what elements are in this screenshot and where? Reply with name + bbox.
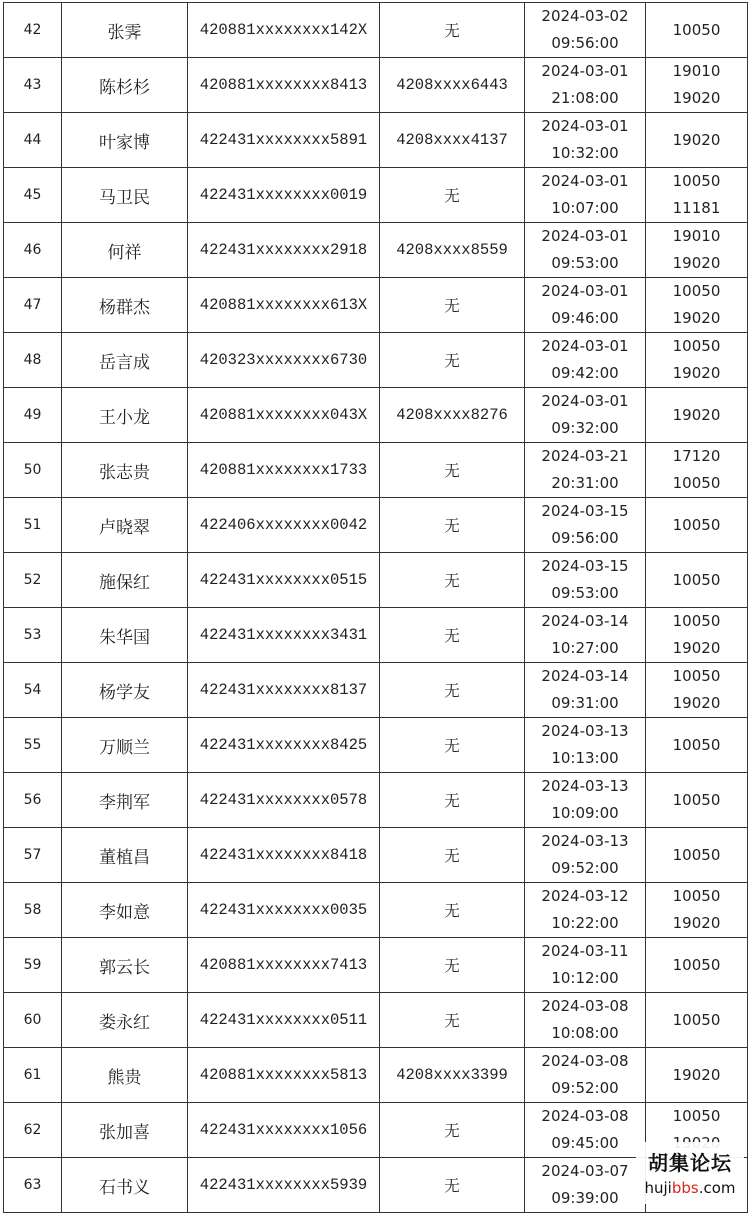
date-text: 2024-03-01 — [541, 172, 629, 190]
code-cell — [646, 333, 748, 388]
code-cell — [646, 828, 748, 883]
phone-cell: 无 — [380, 663, 525, 718]
id-number-cell: 422431xxxxxxxx0035 — [188, 883, 380, 938]
row-number-cell: 57 — [4, 828, 62, 883]
watermark-url-start: huji — [644, 1179, 672, 1197]
phone-cell: 无 — [380, 1103, 525, 1158]
code-text: 19020 — [672, 364, 721, 382]
datetime-cell — [525, 113, 646, 168]
date-text: 2024-03-08 — [541, 1107, 629, 1125]
name-cell: 董植昌 — [62, 828, 188, 883]
datetime-cell — [525, 773, 646, 828]
code-text: 10050 — [672, 570, 721, 589]
name-cell: 施保红 — [62, 553, 188, 608]
table-row — [4, 223, 748, 278]
datetime-cell — [525, 608, 646, 663]
row-number-cell: 58 — [4, 883, 62, 938]
name-cell: 卢晓翠 — [62, 498, 188, 553]
date-text: 2024-03-15 — [541, 557, 629, 575]
phone-cell: 无 — [380, 553, 525, 608]
watermark-url-accent: bbs — [671, 1179, 699, 1197]
table-row — [4, 1048, 748, 1103]
date-text: 2024-03-13 — [541, 722, 629, 740]
time-text: 09:31:00 — [551, 694, 619, 712]
name-cell: 陈杉杉 — [62, 58, 188, 113]
code-text: 10050 — [672, 20, 721, 39]
id-number-cell: 422431xxxxxxxx8137 — [188, 663, 380, 718]
records-table — [3, 2, 748, 1213]
code-cell — [646, 388, 748, 443]
phone-cell: 无 — [380, 498, 525, 553]
row-number-cell: 45 — [4, 168, 62, 223]
watermark-url — [636, 1179, 744, 1197]
time-text: 09:53:00 — [551, 584, 619, 602]
time-text: 10:12:00 — [551, 969, 619, 987]
time-text: 10:22:00 — [551, 914, 619, 932]
code-text: 10050 — [672, 790, 721, 809]
phone-cell: 无 — [380, 773, 525, 828]
phone-cell: 4208xxxx3399 — [380, 1048, 525, 1103]
name-cell: 李荆军 — [62, 773, 188, 828]
name-cell: 张加喜 — [62, 1103, 188, 1158]
datetime-cell — [525, 58, 646, 113]
name-cell: 马卫民 — [62, 168, 188, 223]
name-cell: 何祥 — [62, 223, 188, 278]
id-number-cell: 422431xxxxxxxx0511 — [188, 993, 380, 1048]
phone-cell: 4208xxxx6443 — [380, 58, 525, 113]
row-number-cell: 59 — [4, 938, 62, 993]
time-text: 10:27:00 — [551, 639, 619, 657]
row-number-cell: 50 — [4, 443, 62, 498]
code-cell — [646, 58, 748, 113]
id-number-cell: 422431xxxxxxxx0019 — [188, 168, 380, 223]
code-text: 19020 — [672, 89, 721, 107]
code-text: 11181 — [672, 199, 721, 217]
name-cell: 张志贵 — [62, 443, 188, 498]
code-cell — [646, 993, 748, 1048]
datetime-cell — [525, 883, 646, 938]
id-number-cell: 422406xxxxxxxx0042 — [188, 498, 380, 553]
table-row — [4, 993, 748, 1048]
id-number-cell: 420881xxxxxxxx5813 — [188, 1048, 380, 1103]
table-row — [4, 113, 748, 168]
date-text: 2024-03-15 — [541, 502, 629, 520]
datetime-cell — [525, 498, 646, 553]
row-number-cell: 62 — [4, 1103, 62, 1158]
phone-cell: 无 — [380, 608, 525, 663]
row-number-cell: 52 — [4, 553, 62, 608]
code-cell — [646, 223, 748, 278]
time-text: 09:45:00 — [551, 1134, 619, 1152]
name-cell: 张霁 — [62, 3, 188, 58]
code-text: 10050 — [672, 474, 721, 492]
date-text: 2024-03-08 — [541, 997, 629, 1015]
code-cell — [646, 443, 748, 498]
code-text: 10050 — [672, 955, 721, 974]
table-row — [4, 58, 748, 113]
row-number-cell: 47 — [4, 278, 62, 333]
datetime-cell — [525, 828, 646, 883]
date-text: 2024-03-01 — [541, 227, 629, 245]
code-cell — [646, 113, 748, 168]
code-text: 10050 — [672, 172, 721, 190]
time-text: 10:09:00 — [551, 804, 619, 822]
code-text: 19020 — [672, 694, 721, 712]
table-row — [4, 3, 748, 58]
watermark-title: 胡集论坛 — [648, 1151, 732, 1175]
table-row — [4, 168, 748, 223]
id-number-cell: 422431xxxxxxxx8418 — [188, 828, 380, 883]
id-number-cell: 420881xxxxxxxx8413 — [188, 58, 380, 113]
code-text: 10050 — [672, 845, 721, 864]
watermark-url-end: .com — [698, 1179, 736, 1197]
datetime-cell — [525, 718, 646, 773]
row-number-cell: 44 — [4, 113, 62, 168]
phone-cell: 无 — [380, 883, 525, 938]
time-text: 09:56:00 — [551, 529, 619, 547]
time-text: 09:42:00 — [551, 364, 619, 382]
code-text: 19020 — [672, 405, 721, 424]
code-cell — [646, 663, 748, 718]
datetime-cell — [525, 3, 646, 58]
code-text: 10050 — [672, 735, 721, 754]
row-number-cell: 48 — [4, 333, 62, 388]
time-text: 10:08:00 — [551, 1024, 619, 1042]
datetime-cell — [525, 938, 646, 993]
time-text: 09:52:00 — [551, 859, 619, 877]
phone-cell: 无 — [380, 168, 525, 223]
datetime-cell — [525, 1158, 646, 1213]
date-text: 2024-03-01 — [541, 282, 629, 300]
code-text: 19020 — [672, 130, 721, 149]
code-cell — [646, 553, 748, 608]
row-number-cell: 53 — [4, 608, 62, 663]
id-number-cell: 422431xxxxxxxx0578 — [188, 773, 380, 828]
time-text: 09:53:00 — [551, 254, 619, 272]
table-row — [4, 388, 748, 443]
date-text: 2024-03-21 — [541, 447, 629, 465]
date-text: 2024-03-01 — [541, 117, 629, 135]
name-cell: 杨学友 — [62, 663, 188, 718]
date-text: 2024-03-13 — [541, 777, 629, 795]
code-cell — [646, 3, 748, 58]
code-text: 10050 — [672, 515, 721, 534]
id-number-cell: 420323xxxxxxxx6730 — [188, 333, 380, 388]
name-cell: 石书义 — [62, 1158, 188, 1213]
id-number-cell: 422431xxxxxxxx0515 — [188, 553, 380, 608]
time-text: 20:31:00 — [551, 474, 619, 492]
table-row — [4, 333, 748, 388]
code-cell — [646, 883, 748, 938]
date-text: 2024-03-08 — [541, 1052, 629, 1070]
phone-cell: 无 — [380, 828, 525, 883]
phone-cell: 无 — [380, 278, 525, 333]
name-cell: 熊贵 — [62, 1048, 188, 1103]
code-text: 19020 — [672, 1065, 721, 1084]
time-text: 09:32:00 — [551, 419, 619, 437]
id-number-cell: 420881xxxxxxxx142X — [188, 3, 380, 58]
id-number-cell: 420881xxxxxxxx613X — [188, 278, 380, 333]
datetime-cell — [525, 278, 646, 333]
phone-cell: 无 — [380, 718, 525, 773]
row-number-cell: 54 — [4, 663, 62, 718]
datetime-cell — [525, 993, 646, 1048]
table-row — [4, 828, 748, 883]
row-number-cell: 60 — [4, 993, 62, 1048]
row-number-cell: 55 — [4, 718, 62, 773]
phone-cell: 4208xxxx8276 — [380, 388, 525, 443]
code-text: 19020 — [672, 309, 721, 327]
time-text: 10:07:00 — [551, 199, 619, 217]
datetime-cell — [525, 333, 646, 388]
code-text: 10050 — [672, 1107, 721, 1125]
code-cell — [646, 168, 748, 223]
datetime-cell — [525, 1103, 646, 1158]
row-number-cell: 56 — [4, 773, 62, 828]
row-number-cell: 51 — [4, 498, 62, 553]
datetime-cell — [525, 223, 646, 278]
id-number-cell: 420881xxxxxxxx043X — [188, 388, 380, 443]
code-text: 10050 — [672, 887, 721, 905]
table-row — [4, 718, 748, 773]
time-text: 09:46:00 — [551, 309, 619, 327]
datetime-cell — [525, 443, 646, 498]
code-cell — [646, 718, 748, 773]
code-cell — [646, 773, 748, 828]
phone-cell: 无 — [380, 938, 525, 993]
table-row — [4, 553, 748, 608]
date-text: 2024-03-01 — [541, 392, 629, 410]
name-cell: 李如意 — [62, 883, 188, 938]
datetime-cell — [525, 553, 646, 608]
code-cell — [646, 938, 748, 993]
table-row — [4, 663, 748, 718]
date-text: 2024-03-02 — [541, 7, 629, 25]
phone-cell: 4208xxxx8559 — [380, 223, 525, 278]
table-row — [4, 608, 748, 663]
id-number-cell: 422431xxxxxxxx2918 — [188, 223, 380, 278]
row-number-cell: 61 — [4, 1048, 62, 1103]
table-row — [4, 443, 748, 498]
datetime-cell — [525, 663, 646, 718]
phone-cell: 无 — [380, 1158, 525, 1213]
name-cell: 郭云长 — [62, 938, 188, 993]
code-text: 10050 — [672, 337, 721, 355]
code-text: 19020 — [672, 254, 721, 272]
id-number-cell: 422431xxxxxxxx5891 — [188, 113, 380, 168]
phone-cell: 无 — [380, 3, 525, 58]
table-row — [4, 773, 748, 828]
name-cell: 岳言成 — [62, 333, 188, 388]
date-text: 2024-03-11 — [541, 942, 629, 960]
name-cell: 叶家博 — [62, 113, 188, 168]
time-text: 09:39:00 — [551, 1189, 619, 1207]
code-cell — [646, 1048, 748, 1103]
datetime-cell — [525, 1048, 646, 1103]
name-cell: 朱华国 — [62, 608, 188, 663]
code-cell — [646, 498, 748, 553]
table-row — [4, 498, 748, 553]
date-text: 2024-03-01 — [541, 62, 629, 80]
name-cell: 万顺兰 — [62, 718, 188, 773]
code-cell — [646, 278, 748, 333]
code-text: 10050 — [672, 667, 721, 685]
datetime-cell — [525, 388, 646, 443]
phone-cell: 无 — [380, 443, 525, 498]
table-row — [4, 938, 748, 993]
watermark — [636, 1142, 744, 1204]
row-number-cell: 46 — [4, 223, 62, 278]
code-text: 17120 — [672, 447, 721, 465]
id-number-cell: 422431xxxxxxxx1056 — [188, 1103, 380, 1158]
code-text: 10050 — [672, 282, 721, 300]
date-text: 2024-03-07 — [541, 1162, 629, 1180]
date-text: 2024-03-14 — [541, 612, 629, 630]
id-number-cell: 422431xxxxxxxx8425 — [188, 718, 380, 773]
name-cell: 王小龙 — [62, 388, 188, 443]
code-cell — [646, 608, 748, 663]
code-text: 19010 — [672, 227, 721, 245]
name-cell: 娄永红 — [62, 993, 188, 1048]
id-number-cell: 420881xxxxxxxx1733 — [188, 443, 380, 498]
name-cell: 杨群杰 — [62, 278, 188, 333]
table-row — [4, 883, 748, 938]
row-number-cell: 63 — [4, 1158, 62, 1213]
table-row — [4, 278, 748, 333]
row-number-cell: 49 — [4, 388, 62, 443]
code-text: 19010 — [672, 62, 721, 80]
phone-cell: 4208xxxx4137 — [380, 113, 525, 168]
date-text: 2024-03-13 — [541, 832, 629, 850]
code-text: 10050 — [672, 612, 721, 630]
code-text: 10050 — [672, 1010, 721, 1029]
date-text: 2024-03-12 — [541, 887, 629, 905]
id-number-cell: 420881xxxxxxxx7413 — [188, 938, 380, 993]
date-text: 2024-03-01 — [541, 337, 629, 355]
time-text: 09:52:00 — [551, 1079, 619, 1097]
date-text: 2024-03-14 — [541, 667, 629, 685]
phone-cell: 无 — [380, 993, 525, 1048]
row-number-cell: 42 — [4, 3, 62, 58]
code-text: 19020 — [672, 639, 721, 657]
phone-cell: 无 — [380, 333, 525, 388]
id-number-cell: 422431xxxxxxxx5939 — [188, 1158, 380, 1213]
time-text: 10:13:00 — [551, 749, 619, 767]
id-number-cell: 422431xxxxxxxx3431 — [188, 608, 380, 663]
row-number-cell: 43 — [4, 58, 62, 113]
code-text: 19020 — [672, 914, 721, 932]
time-text: 09:56:00 — [551, 34, 619, 52]
datetime-cell — [525, 168, 646, 223]
time-text: 21:08:00 — [551, 89, 619, 107]
time-text: 10:32:00 — [551, 144, 619, 162]
